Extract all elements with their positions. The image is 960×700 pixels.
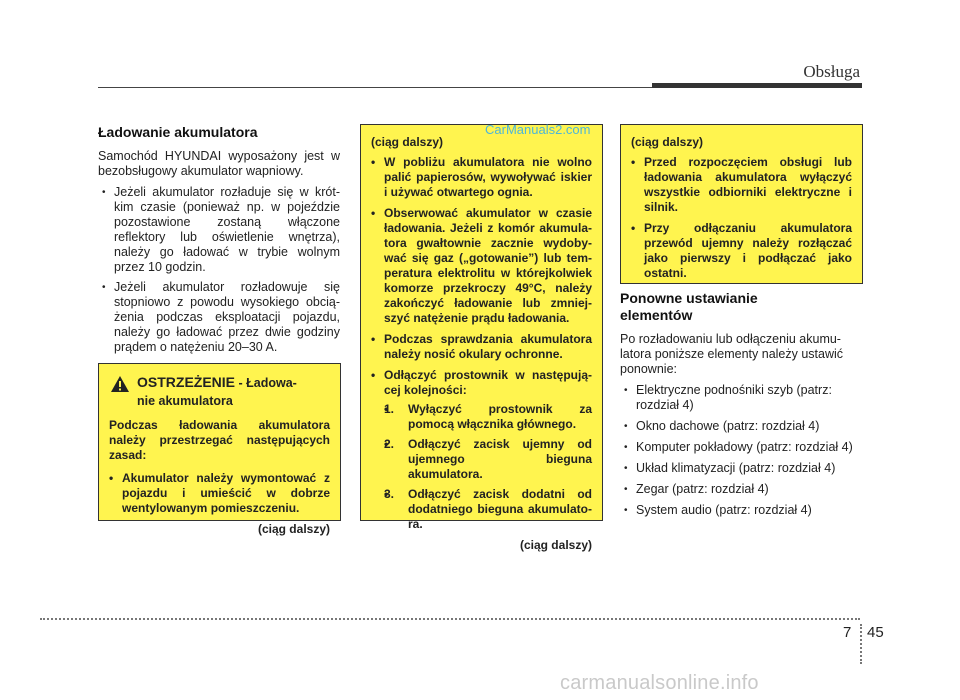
- step-text: Wyłączyć prostownik za pomocą włącznika głównego.: [408, 402, 592, 431]
- continued-label: (ciąg dalszy): [519, 538, 592, 552]
- warning-title-sub: - Ładowa-: [235, 376, 297, 390]
- warning-title-main: OSTRZEŻENIE: [137, 374, 236, 390]
- step-text: Odłączyć zacisk dodatni od dodatniego bieguna akumulato-ra.: [408, 487, 592, 531]
- list-item: • Akumulator należy wymontować z pojazdu i umieścić w dobrze wentylowanym pomieszczeniu.: [109, 471, 330, 516]
- list-item: • W pobliżu akumulatora nie wolno palić papierosów, wywoływać iskier i używać otwartego ognia.: [371, 155, 592, 200]
- list-item: • Obserwować akumulator w czasie ładowania. Jeżeli z komór akumula-tora gwałtownie zacznie wydoby-wać się gaz („gotowanie”) lub tem-peratura elektrolitu w którejkolwiek komorze przekroczy 49°C, należy zakończyć ładowanie lub zmniej-szyć natężenie prądu ładowania.: [371, 206, 592, 326]
- list-item: • Komputer pokładowy (patrz: rozdział 4): [620, 440, 862, 455]
- battery-charging-section: [98, 124, 340, 360]
- step-number: • 3.: [384, 487, 395, 501]
- warning-title-line2: nie akumulatora: [137, 394, 233, 408]
- list-item: [371, 368, 592, 532]
- page-separator: [860, 624, 862, 664]
- watermark-link[interactable]: CarManuals2.com: [485, 122, 591, 137]
- list-item: • System audio (patrz: rozdział 4): [620, 503, 862, 518]
- list-item: • Okno dachowe (patrz: rozdział 4): [620, 419, 862, 434]
- list-item: • Zegar (patrz: rozdział 4): [620, 482, 862, 497]
- warning-triangle-icon: [111, 376, 129, 392]
- step-item: [384, 437, 592, 482]
- continued-label: (ciąg dalszy): [371, 135, 444, 149]
- list-item: • Układ klimatyzacji (patrz: rozdział 4): [620, 461, 862, 476]
- list-item-text: Odłączyć prostownik w następują-cej kolejności:: [384, 368, 592, 397]
- list-item: • Przed rozpoczęciem obsługi lub ładowania akumulatora wyłączyć wszystkie odbiorniki elektryczne i silnik.: [631, 155, 852, 215]
- list-item: • Przy odłączaniu akumulatora przewód ujemny należy rozłączać jako pierwszy i podłączać jako ostatni.: [631, 221, 852, 281]
- continued-label: (ciąg dalszy): [631, 135, 704, 149]
- step-number: • 2.: [384, 437, 395, 451]
- step-number: • 1.: [384, 402, 395, 416]
- list-item: • Podczas sprawdzania akumulatora należy nosić okulary ochronne.: [371, 332, 592, 362]
- header-accent-bar: [652, 83, 862, 88]
- list-item: • Jeżeli akumulator rozładowuje się stopniowo z powodu wysokiego obcią-żenia podczas eksploatacji pojazdu, należy go ładować przez dwie godziny prądem o natężeniu 20–30 A.: [98, 280, 340, 355]
- step-item: [384, 402, 592, 432]
- warning-box: [98, 363, 341, 536]
- intro-paragraph: Samochód HYUNDAI wyposażony jest w bezobsługowy akumulator wapniowy.: [98, 149, 340, 178]
- warning-continued-box: [360, 124, 603, 552]
- reset-elements-section: [620, 290, 862, 524]
- list-item: • Jeżeli akumulator rozładuje się w krót-kim czasie (ponieważ np. w pojeździe pozostawione zostaną włączone reflektory lub oświetlenie wnętrza), należy go ładować w trybie wolnym przez 10 godzin.: [98, 185, 340, 275]
- intro-paragraph: Po rozładowaniu lub odłączeniu akumu-latora poniższe elementy należy ustawić ponownie:: [620, 332, 844, 376]
- section-heading: Ładowanie akumulatora: [98, 124, 258, 140]
- section-title: Obsługa: [803, 62, 860, 81]
- watermark-link[interactable]: carmanualsonline.info: [560, 672, 759, 694]
- step-item: [384, 487, 592, 532]
- warning-body: Podczas ładowania akumulatora należy przestrzegać następujących zasad:: [109, 418, 330, 462]
- continued-label: (ciąg dalszy): [257, 522, 330, 536]
- warning-title: [137, 374, 297, 410]
- section-number: 7: [843, 624, 852, 641]
- list-item: • Elektryczne podnośniki szyb (patrz: rozdział 4): [620, 383, 862, 413]
- step-text: Odłączyć zacisk ujemny od ujemnego bieguna akumulatora.: [408, 437, 592, 481]
- page-number: 45: [867, 624, 884, 641]
- warning-continued-box: [620, 124, 863, 284]
- footer-rule: [40, 618, 860, 620]
- section-heading: Ponowne ustawianie elementów: [620, 290, 758, 323]
